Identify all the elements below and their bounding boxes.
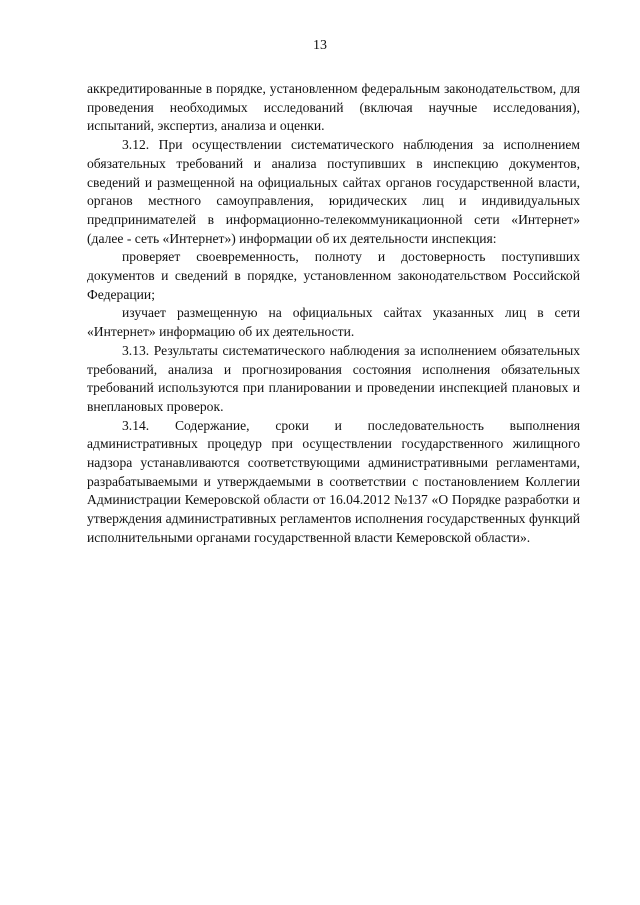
paragraph-3-14: 3.14. Содержание, сроки и последовательность выполнения административных процедур при осуществлении государственного жилищного надзора устанавливаются соответствующими административными регламентами, разрабатываемыми и утверждаемыми в соответствии с постановлением Коллегии Администрации Кемеровской области от 16.04.2012 №137 «О Порядке разработки и утверждения административных регламентов исполнения государственных функций исполнительными органами государственной власти Кемеровской области».	[87, 417, 580, 545]
paragraph-3-12-checks: проверяет своевременность, полноту и достоверность поступивших документов и сведений в порядке, установленном законодательством Российской Федерации;	[87, 249, 580, 302]
paragraph-continuation: аккредитированные в порядке, установленном федеральным законодательством, для проведения необходимых исследований (включая научные исследования), испытаний, экспертиз, анализа и оценки.	[87, 81, 580, 134]
document-body	[87, 80, 580, 548]
paragraph-3-12-studies: изучает размещенную на официальных сайтах указанных лиц в сети «Интернет» информацию об их деятельности.	[87, 305, 580, 340]
paragraph-3-13: 3.13. Результаты систематического наблюдения за исполнением обязательных требований, анализа и прогнозирования состояния исполнения обязательных требований используются при планировании и проведении инспекцией плановых и внеплановых проверок.	[87, 342, 580, 414]
paragraph-3-12: 3.12. При осуществлении систематического наблюдения за исполнением обязательных требований и анализа поступивших в инспекцию документов, сведений и размещенной на официальных сайтах органов государственной власти, органов местного самоуправления, юридических лиц и индивидуальных предпринимателей в информационно-телекоммуникационной сети «Интернет» (далее - сеть «Интернет») информации об их деятельности инспекция:	[87, 137, 580, 246]
page-number: 13	[313, 38, 327, 53]
